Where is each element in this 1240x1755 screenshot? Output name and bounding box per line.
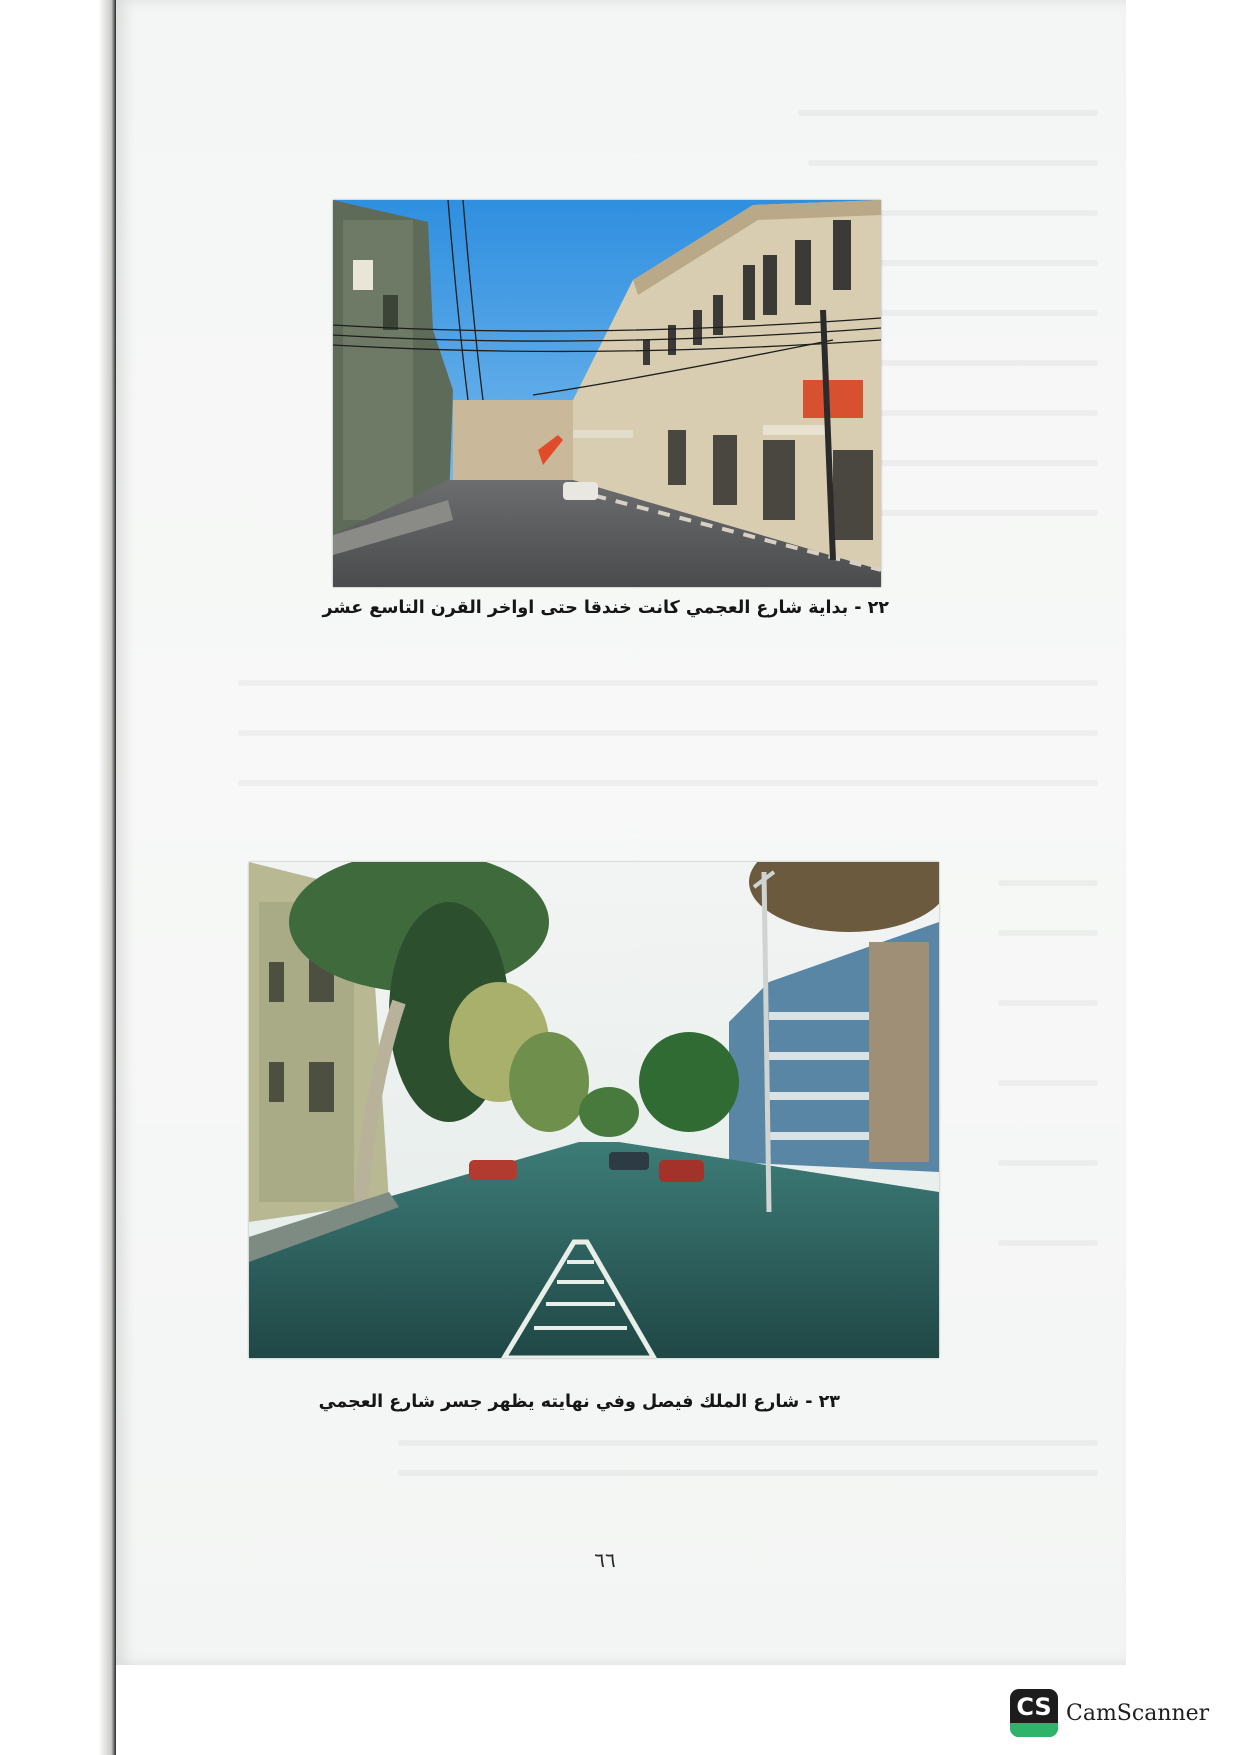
bleed-through-line <box>998 1080 1098 1086</box>
bleed-through-line <box>398 1440 1098 1446</box>
page-number: ٦٦ <box>594 1548 616 1572</box>
bleed-through-line <box>238 780 1098 786</box>
bleed-through-line <box>398 1470 1098 1476</box>
street-photo-king-faisal-icon <box>249 862 939 1358</box>
bleed-through-line <box>238 680 1098 686</box>
street-photo-ajami <box>333 200 881 587</box>
logo-text: CS <box>1016 1693 1052 1721</box>
bleed-through-line <box>808 160 1098 166</box>
scan-left-margin <box>0 0 116 1755</box>
figure-caption: ٢٢ - بداية شارع العجمي كانت خندقا حتى اواخر القرن التاسع عشر <box>322 598 889 618</box>
camscanner-logo-icon <box>1010 1689 1058 1737</box>
bleed-through-line <box>998 1160 1098 1166</box>
bleed-through-line <box>998 930 1098 936</box>
bleed-through-line <box>998 880 1098 886</box>
figure-caption: ٢٣ - شارع الملك فيصل وفي نهايته يظهر جسر شارع العجمي <box>318 1392 840 1412</box>
bleed-through-line <box>998 1000 1098 1006</box>
bleed-through-line <box>798 110 1098 116</box>
street-photo-ajami-icon <box>333 200 881 587</box>
camscanner-watermark <box>1010 1688 1230 1738</box>
street-photo-king-faisal <box>249 862 939 1358</box>
bleed-through-line <box>238 730 1098 736</box>
bleed-through-line <box>998 1240 1098 1246</box>
brand-name: CamScanner <box>1066 1700 1210 1726</box>
